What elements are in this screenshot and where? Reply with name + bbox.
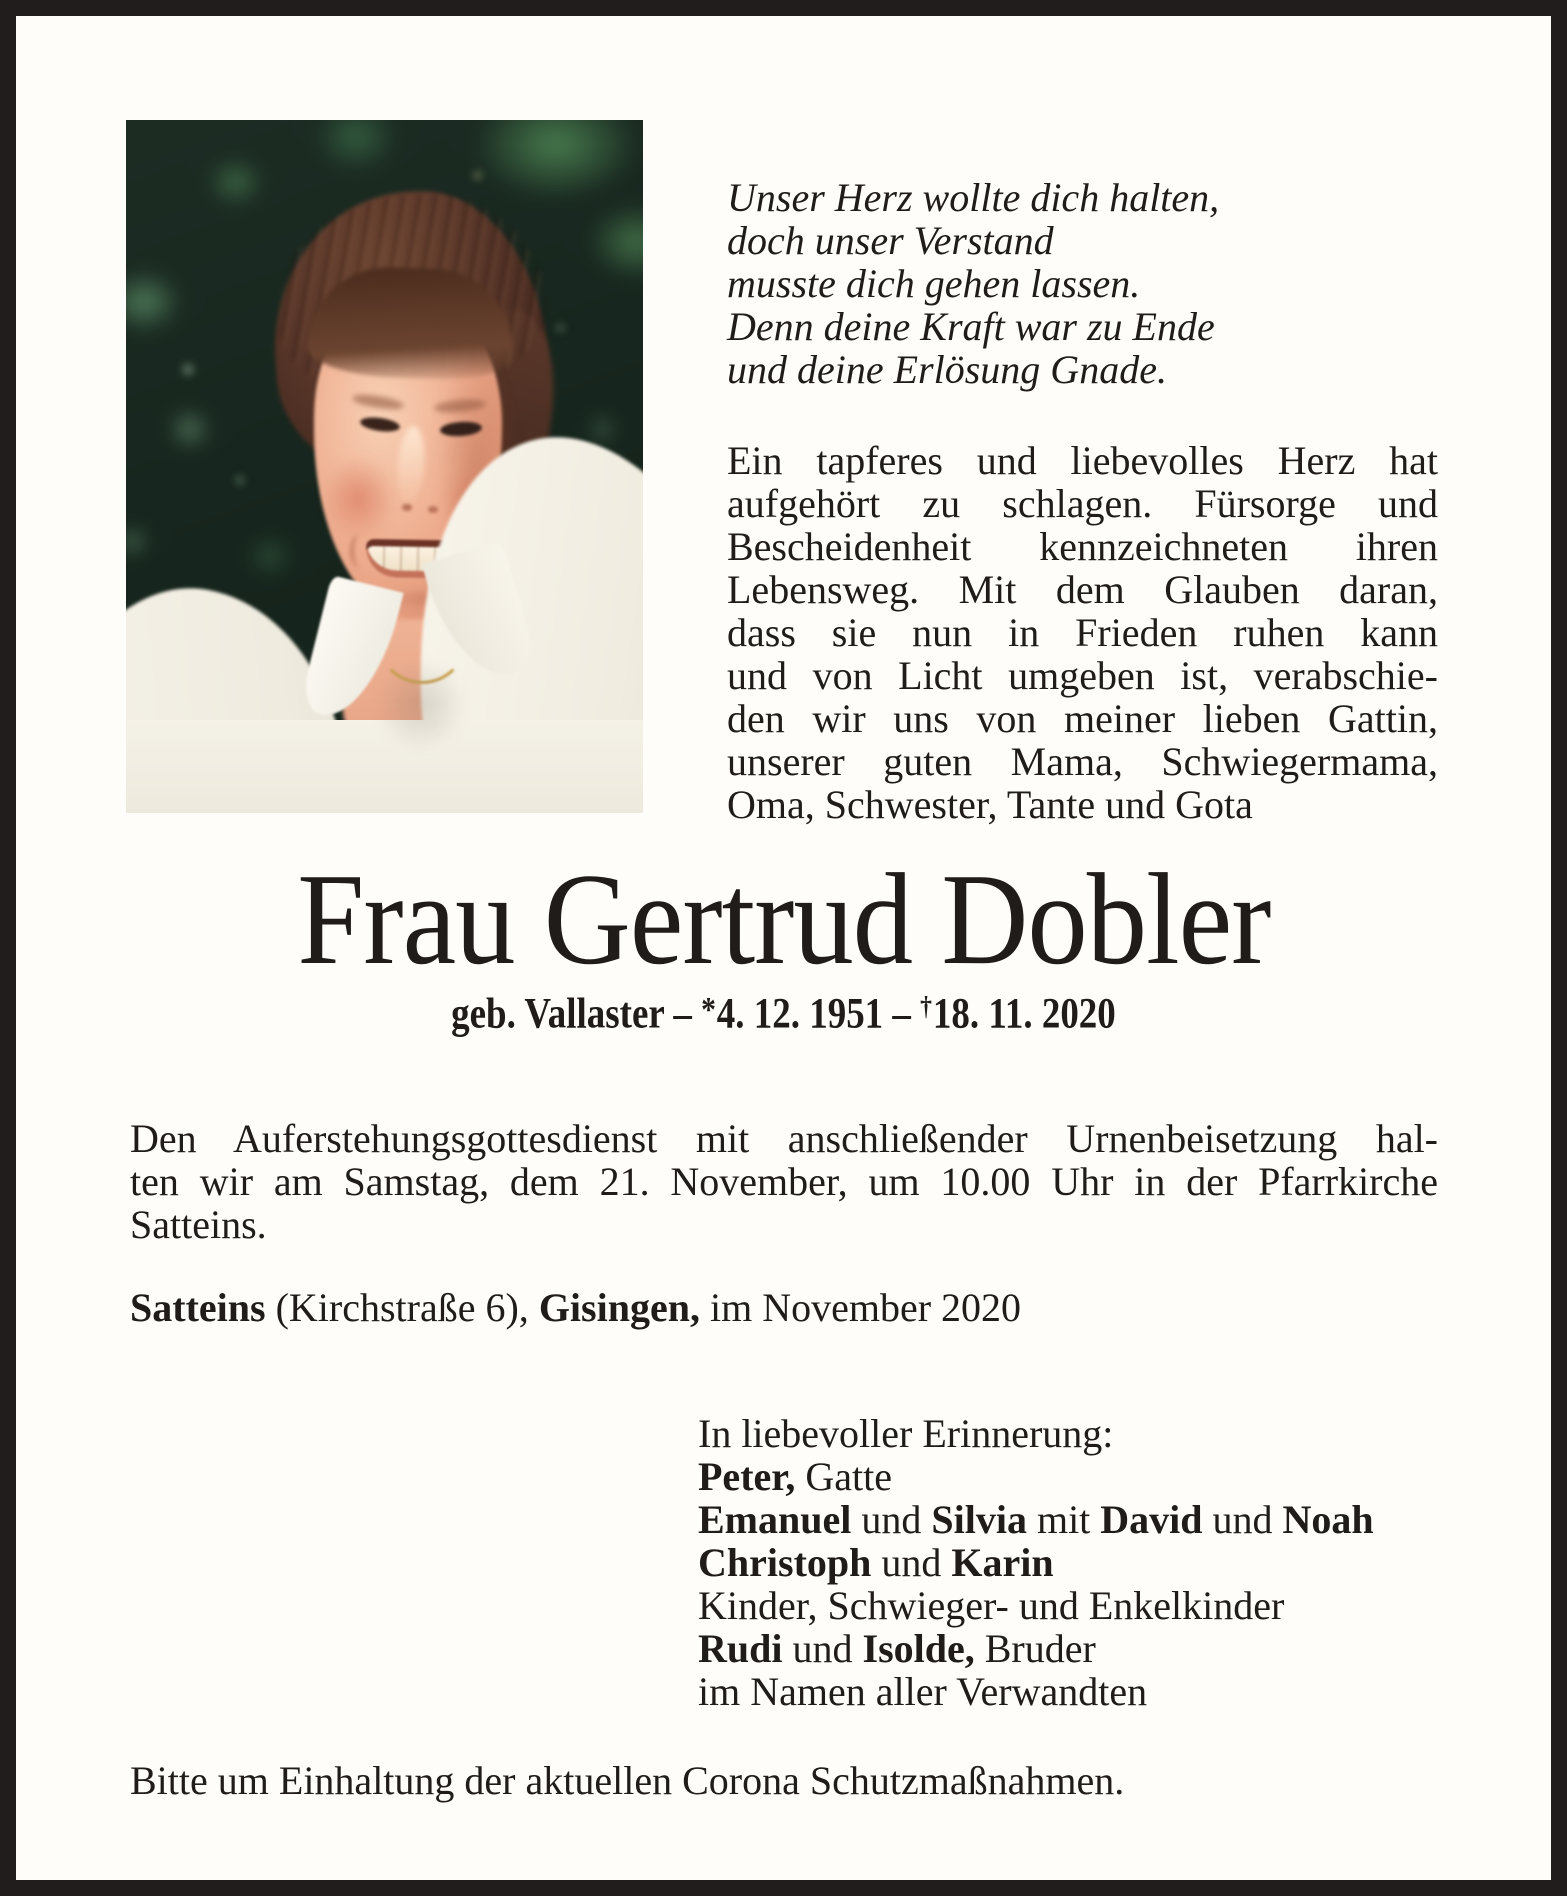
text-segment: Silvia [931, 1497, 1027, 1542]
text-segment: Gatte [795, 1454, 892, 1499]
text-segment: Kinder, Schwieger- und Enkelkinder [698, 1583, 1285, 1628]
text-segment: geb. Vallaster [451, 990, 665, 1038]
text-line: und deine Erlösung Gnade. [727, 347, 1167, 392]
text-line: aufgehört zu schlagen. Fürsorge und [727, 481, 1438, 526]
text-line [698, 1455, 1374, 1498]
text-line: musste dich gehen lassen. [727, 261, 1141, 306]
text-line: unserer guten Mama, Schwiegermama, [727, 739, 1438, 784]
text-segment: 18. 11. 2020 [932, 990, 1116, 1038]
farewell-paragraph [727, 439, 1438, 826]
text-segment: Christoph [698, 1540, 872, 1585]
deceased-name-row [16, 847, 1551, 992]
text-line [698, 1627, 1374, 1670]
photo-collar-shadow [376, 660, 466, 750]
text-line: Lebensweg. Mit dem Glauben daran, [727, 567, 1438, 612]
text-segment: mit [1026, 1497, 1101, 1542]
text-segment: Bruder [974, 1626, 1096, 1671]
text-segment: 4. 12. 1951 [716, 990, 884, 1038]
text-line: Unser Herz wollte dich halten, [727, 175, 1220, 220]
text-line: Denn deine Kraft war zu Ende [727, 304, 1215, 349]
text-line [698, 1670, 1374, 1713]
memorial-poem [727, 176, 1219, 391]
portrait-photo [126, 120, 643, 813]
birth-death-row [16, 990, 1551, 1038]
text-segment: – [883, 990, 921, 1038]
deceased-name: Frau Gertrud Dobler [296, 847, 1271, 992]
text-line [698, 1584, 1374, 1627]
text-segment: Isolde, [862, 1626, 975, 1671]
text-line: Bescheidenheit kennzeichneten ihren [727, 524, 1438, 569]
text-segment: David [1100, 1497, 1203, 1542]
corona-note: Bitte um Einhaltung der aktuellen Corona Schutzmaßnahmen. [130, 1758, 1125, 1803]
text-segment: Noah [1282, 1497, 1374, 1542]
text-line [698, 1541, 1374, 1584]
text-segment: (Kirchstraße 6), [265, 1285, 539, 1330]
photo-nostrils [402, 504, 412, 511]
text-line: Ein tapferes und liebevolles Herz hat [727, 438, 1438, 483]
text-line [698, 1498, 1374, 1541]
text-line: Oma, Schwester, Tante und Gota [727, 782, 1253, 827]
text-line: den wir uns von meiner lieben Gattin, [727, 696, 1438, 741]
photo-left-cheek [322, 456, 396, 540]
text-segment: und [1202, 1497, 1283, 1542]
photo-smile-crease-left [350, 534, 370, 568]
text-line: ten wir am Samstag, dem 21. November, um 10.00 Uhr in der Pfarrkirche [130, 1159, 1438, 1204]
birth-death-dates [451, 990, 1116, 1038]
text-segment: Satteins [130, 1285, 266, 1330]
text-line [698, 1412, 1374, 1455]
text-line: Satteins. [130, 1202, 267, 1247]
text-segment: und [782, 1626, 863, 1671]
text-segment: und [851, 1497, 932, 1542]
text-line: doch unser Verstand [727, 218, 1054, 263]
text-segment: Emanuel [698, 1497, 852, 1542]
place-date-line [130, 1286, 1021, 1329]
text-segment: im November 2020 [699, 1285, 1022, 1330]
text-segment: und [871, 1540, 952, 1585]
text-segment: im Namen aller Verwandten [698, 1669, 1148, 1714]
remembrance-list [698, 1412, 1374, 1713]
text-segment: Rudi [698, 1626, 783, 1671]
text-segment: * [701, 991, 716, 1030]
text-segment: † [920, 990, 933, 1021]
text-segment: Karin [951, 1540, 1054, 1585]
text-segment: In liebevoller Erinnerung: [698, 1411, 1114, 1456]
text-line: dass sie nun in Frieden ruhen kann [727, 610, 1438, 655]
text-segment: Peter, [698, 1454, 796, 1499]
service-announcement [130, 1117, 1438, 1246]
text-segment: Gisingen, [538, 1285, 700, 1330]
text-segment: – [664, 990, 702, 1038]
text-line: und von Licht umgeben ist, verabschie- [727, 653, 1438, 698]
text-line: Den Auferstehungsgottesdienst mit anschließender Urnenbeisetzung hal- [130, 1116, 1438, 1161]
